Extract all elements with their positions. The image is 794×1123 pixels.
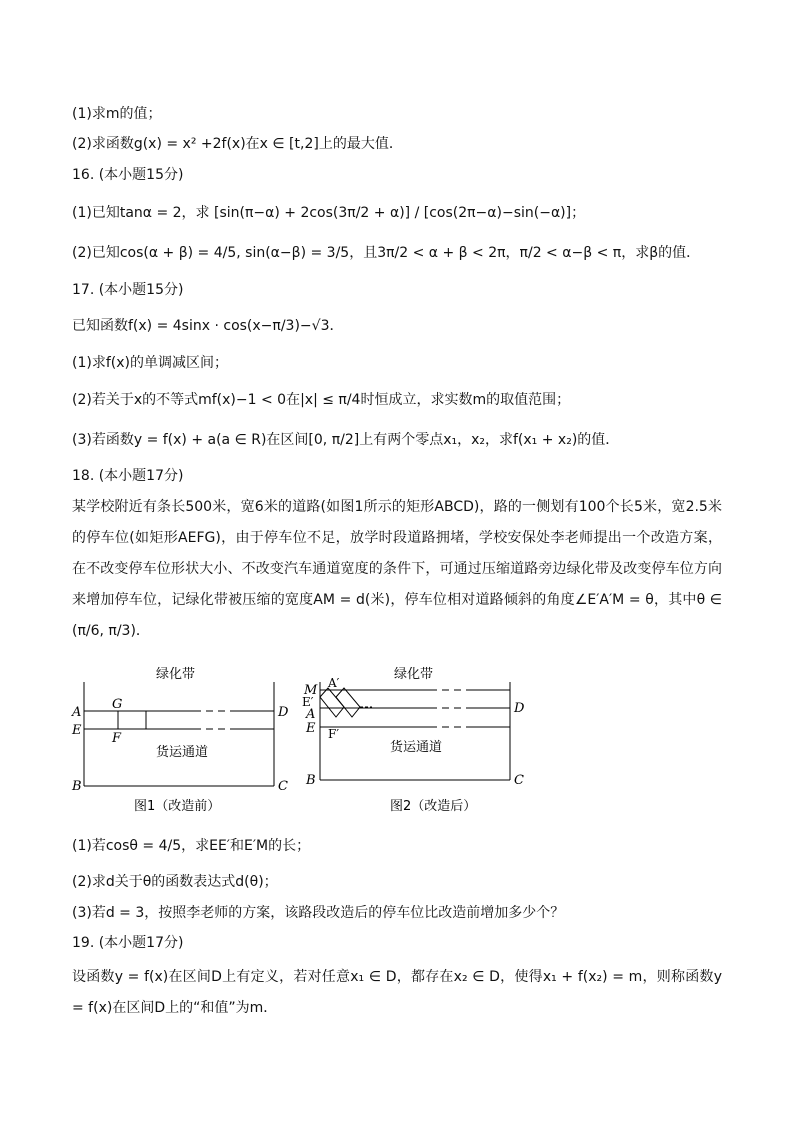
q18-paragraph: 某学校附近有条长500米，宽6米的道路(如图1所示的矩形ABCD)，路的一侧划有100个长5米，宽2.5米的停车位(如矩形AEFG)，由于停车位不足，放学时段道路拥堵，学校安保处李老师提出一个改造方案，在不改变停车位形状大小、不改变汽车通道宽度的条件下，可通过压缩道路旁边绿化带及改变停车位方向来增加停车位，记绿化带被压缩的宽度AM = d(米)，停车位相对道路倾斜的角度∠E′A′M = θ，其中θ ∈ (π/6, π/3)． — [72, 499, 722, 639]
fig1-green-belt-label: 绿化带 — [156, 667, 196, 682]
fig2-label-A1: A′ — [328, 676, 340, 690]
q19-paragraph: 设函数y = f(x)在区间D上有定义，若对任意x₁ ∈ D，都存在x₂ ∈ D，使得x₁ + f(x₂) = m，则称函数y = f(x)在区间D上的“和值”为m． — [72, 969, 722, 1016]
figure-2-after — [300, 660, 530, 820]
q18-heading: 18. (本小题17分) — [72, 468, 184, 484]
q19-heading: 19. (本小题17分) — [72, 935, 184, 951]
q18-part1: (1)若cosθ = 4/5，求EE′和E′M的长； — [72, 838, 311, 854]
fig2-caption: 图2（改造后） — [390, 799, 477, 814]
fig2-green-belt-label: 绿化带 — [394, 667, 434, 682]
fig2-label-E: E — [306, 721, 316, 736]
fig1-road-label: 货运通道 — [156, 745, 209, 760]
q17-intro: 已知函数f(x) = 4sinx · cos(x−π/3)−√3． — [72, 318, 344, 334]
fig2-label-M: M — [304, 683, 318, 698]
fig2-label-B: B — [306, 773, 316, 788]
q16-part2: (2)已知cos(α + β) = 4/5, sin(α−β) = 3/5，且3π/2 < α + β < 2π，π/2 < α−β < π，求β的值． — [72, 245, 701, 261]
fig1-label-E: E — [72, 723, 82, 738]
fig2-label-E1: E′ — [302, 695, 314, 709]
q18-part3: (3)若d = 3，按照李老师的方案，该路段改造后的停车位比改造前增加多少个？ — [72, 905, 565, 921]
q16-part1: (1)已知tanα = 2，求 [sin(π−α) + 2cos(3π/2 + α)] / [cos(2π−α)−sin(−α)]； — [72, 205, 586, 221]
fig2-label-F1: F′ — [328, 727, 340, 741]
q15-part2: (2)求函数g(x) = x² +2f(x)在x ∈ [t,2]上的最大值． — [72, 136, 403, 152]
q17-part3: (3)若函数y = f(x) + a(a ∈ R)在区间[0, π/2]上有两个零点x₁，x₂，求f(x₁ + x₂)的值． — [72, 432, 620, 448]
fig1-label-C: C — [278, 779, 288, 794]
figure-1-before — [68, 660, 298, 820]
fig2-label-C: C — [514, 773, 524, 788]
q17-part2: (2)若关于x的不等式mf(x)−1 < 0在|x| ≤ π/4时恒成立，求实数m的取值范围； — [72, 392, 571, 408]
q15-part1: (1)求m的值； — [72, 106, 162, 122]
fig1-label-G: G — [112, 697, 123, 712]
q17-part1: (1)求f(x)的单调减区间； — [72, 355, 228, 371]
fig1-caption: 图1（改造前） — [134, 799, 221, 814]
fig2-label-A: A — [306, 707, 316, 722]
q17-heading: 17. (本小题15分) — [72, 282, 184, 298]
q16-heading: 16. (本小题15分) — [72, 167, 184, 183]
q18-part2: (2)求d关于θ的函数表达式d(θ)； — [72, 874, 278, 890]
fig1-label-F: F — [112, 731, 122, 746]
fig2-road-label: 货运通道 — [390, 740, 443, 755]
fig1-label-A: A — [72, 705, 82, 720]
fig1-label-D: D — [278, 705, 289, 720]
fig2-label-D: D — [514, 701, 525, 716]
fig1-label-B: B — [72, 779, 82, 794]
